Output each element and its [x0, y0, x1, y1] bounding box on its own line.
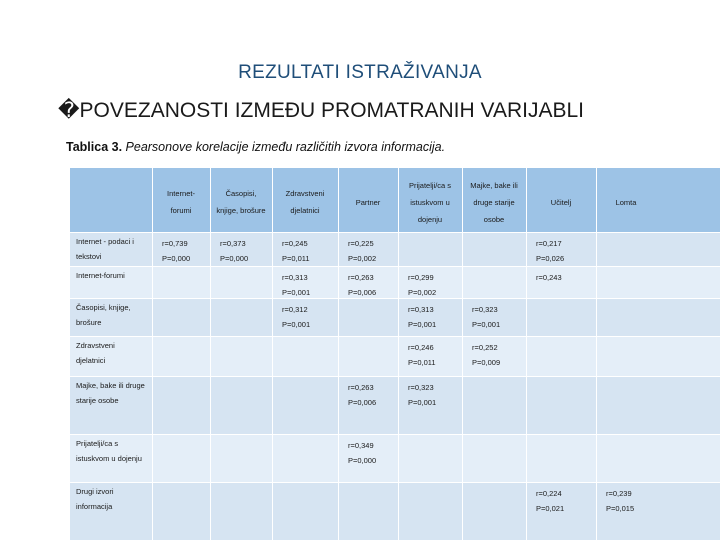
correlation-value: r=0,246 [408, 343, 434, 352]
correlation-value: r=0,225 [348, 239, 374, 248]
correlation-value: P=0,015 [606, 504, 635, 513]
column-header-line: istuskvom u [410, 197, 450, 207]
table-row-band [70, 266, 720, 298]
correlation-cell [408, 380, 436, 410]
row-label [76, 484, 114, 514]
correlation-value: P=0,021 [536, 504, 565, 513]
slide-subtitle: �POVEZANOSTI IZMEĐU PROMATRANIH VARIJABLI [58, 99, 584, 122]
column-header [398, 177, 462, 228]
row-label [76, 378, 145, 408]
correlation-value: r=0,263 [348, 383, 374, 392]
correlation-value: r=0,373 [220, 239, 246, 248]
column-header-line: Internet- [167, 189, 195, 198]
correlation-value: P=0,001 [282, 320, 311, 329]
column-header-line: knjige, brošure [216, 206, 266, 215]
correlation-value: P=0,001 [408, 320, 437, 329]
correlation-value: P=0,011 [408, 358, 436, 367]
correlation-value: P=0,000 [220, 254, 249, 263]
correlation-cell [472, 302, 500, 332]
row-label-line: Internet - podaci i [76, 237, 134, 246]
column-header-line: osobe [483, 214, 505, 224]
column-header [338, 194, 398, 211]
correlation-cell [408, 340, 436, 370]
correlation-value: P=0,006 [348, 398, 377, 407]
correlation-cell [408, 270, 436, 300]
row-label [76, 268, 125, 283]
column-divider [210, 168, 211, 540]
row-label-line: Časopisi, knjige, [76, 303, 131, 312]
correlation-value: r=0,349 [348, 441, 374, 450]
row-label-line: Zdravstveni [76, 341, 115, 350]
caption-text: Pearsonove korelacije između različitih izvora informacija. [125, 140, 446, 154]
column-header-line: Učitelj [550, 197, 572, 207]
correlation-value: r=0,313 [408, 305, 434, 314]
column-header-line: dojenju [417, 214, 443, 224]
correlation-value: r=0,323 [408, 383, 434, 392]
correlation-value: r=0,245 [282, 239, 308, 248]
column-header-line: Majke, bake ili [470, 180, 518, 190]
column-header-line: forumi [170, 206, 192, 215]
row-label-line: Internet-forumi [76, 271, 125, 280]
slide-title: REZULTATI ISTRAŽIVANJA [238, 62, 482, 83]
correlation-cell [282, 236, 310, 266]
correlation-cell [408, 302, 436, 332]
column-header-line: Zdravstveni [285, 189, 325, 198]
row-label [76, 300, 131, 330]
correlation-value: P=0,026 [536, 254, 565, 263]
row-label-line: Majke, bake ili druge [76, 381, 145, 390]
correlation-cell [162, 236, 190, 266]
correlation-value: P=0,002 [408, 288, 437, 297]
correlation-cell [348, 236, 376, 266]
row-label-line: brošure [76, 318, 102, 327]
column-header [210, 185, 272, 219]
column-divider [398, 168, 399, 540]
caption-label: Tablica 3. [66, 140, 123, 154]
correlation-cell [536, 486, 564, 516]
row-label [76, 234, 134, 264]
correlation-value: P=0,001 [282, 288, 311, 297]
column-header [596, 194, 656, 211]
correlation-value: P=0,002 [348, 254, 377, 263]
row-label-line: Drugi izvori [76, 487, 114, 496]
correlation-value: P=0,001 [472, 320, 501, 329]
column-header-line: Lomta [615, 197, 637, 207]
column-header-line: Partner [355, 197, 381, 207]
correlation-value: P=0,000 [162, 254, 191, 263]
column-divider [272, 168, 273, 540]
row-divider [70, 266, 720, 267]
column-header [462, 177, 526, 228]
correlation-cell [536, 236, 564, 266]
table-row-band [70, 434, 720, 482]
correlation-value: r=0,299 [408, 273, 434, 282]
correlation-value: r=0,323 [472, 305, 498, 314]
correlation-cell [220, 236, 248, 266]
row-label-line: djelatnici [76, 356, 106, 365]
column-divider [338, 168, 339, 540]
row-label [76, 436, 142, 466]
table-caption [66, 140, 445, 154]
correlation-value: P=0,006 [348, 288, 377, 297]
correlation-value: P=0,000 [348, 456, 377, 465]
correlation-value: r=0,739 [162, 239, 188, 248]
row-label [76, 338, 115, 368]
column-header [272, 185, 338, 219]
correlation-cell [606, 486, 634, 516]
correlation-cell [536, 270, 562, 285]
column-header-line: Prijatelji/ca s [408, 180, 452, 190]
correlation-value: r=0,312 [282, 305, 308, 314]
row-label-line: starije osobe [76, 396, 119, 405]
column-header-line: druge starije [473, 197, 515, 207]
correlation-cell [348, 380, 376, 410]
correlation-cell [282, 302, 310, 332]
row-divider [70, 336, 720, 337]
correlation-value: r=0,217 [536, 239, 562, 248]
row-label-line: tekstovi [76, 252, 102, 261]
column-header-line: djelatnici [290, 206, 320, 215]
correlation-value: r=0,243 [536, 273, 562, 282]
correlation-cell [472, 340, 500, 370]
correlation-value: P=0,001 [408, 398, 437, 407]
row-label-line: istuskvom u dojenju [76, 454, 142, 463]
row-divider [70, 376, 720, 377]
correlation-value: r=0,252 [472, 343, 498, 352]
column-divider [526, 168, 527, 540]
correlation-value: P=0,011 [282, 254, 310, 263]
column-divider [596, 168, 597, 540]
row-divider [70, 232, 720, 233]
table-row-band [70, 336, 720, 376]
column-divider [462, 168, 463, 540]
correlation-cell [348, 438, 376, 468]
correlation-value: r=0,224 [536, 489, 562, 498]
correlation-value: r=0,313 [282, 273, 308, 282]
table-row-band [70, 298, 720, 336]
row-divider [70, 298, 720, 299]
correlation-value: P=0,009 [472, 358, 501, 367]
row-label-line: Prijatelji/ca s [76, 439, 119, 448]
row-divider [70, 434, 720, 435]
row-divider [70, 482, 720, 483]
correlation-cell [282, 270, 310, 300]
correlation-value: r=0,263 [348, 273, 374, 282]
column-header [152, 185, 210, 219]
correlation-value: r=0,239 [606, 489, 632, 498]
column-divider [152, 168, 153, 540]
column-header [526, 194, 596, 211]
table-row-band [70, 376, 720, 434]
correlation-cell [348, 270, 376, 300]
column-header-line: Časopisi, [225, 189, 257, 198]
row-label-line: informacija [76, 502, 113, 511]
